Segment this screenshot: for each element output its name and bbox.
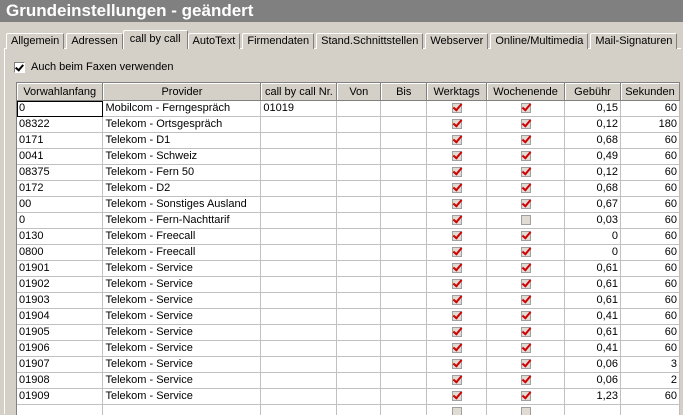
cell-werktags-checkbox[interactable] [427, 277, 487, 293]
cell-sekunden[interactable]: 60 [620, 389, 679, 405]
cell-wochenende-checkbox[interactable] [487, 341, 565, 357]
checkbox-icon[interactable] [521, 375, 531, 385]
cell-werktags-checkbox[interactable] [427, 165, 487, 181]
checkbox-icon[interactable] [452, 199, 462, 209]
cell-sekunden[interactable]: 60 [620, 213, 679, 229]
cell-cbc[interactable] [261, 357, 337, 373]
cell-sekunden[interactable]: 60 [620, 165, 679, 181]
cell-cbc[interactable] [261, 389, 337, 405]
cell-gebuehr[interactable] [565, 405, 621, 415]
fax-option[interactable] [14, 59, 173, 75]
cell-sekunden[interactable]: 60 [620, 309, 679, 325]
cell-gebuehr[interactable]: 0,68 [565, 133, 621, 149]
table-row[interactable] [17, 261, 680, 277]
cell-prefix[interactable]: 0171 [17, 133, 103, 149]
cell-wochenende-checkbox[interactable] [487, 133, 565, 149]
cell-prefix[interactable]: 01902 [17, 277, 103, 293]
table-row[interactable] [17, 373, 680, 389]
cell-bis[interactable] [381, 165, 427, 181]
cell-bis[interactable] [381, 357, 427, 373]
table-row[interactable] [17, 245, 680, 261]
checkbox-icon[interactable] [452, 103, 462, 113]
cell-prefix[interactable]: 01907 [17, 357, 103, 373]
cell-von[interactable] [337, 293, 381, 309]
checkbox-icon[interactable] [521, 215, 531, 225]
cell-prefix[interactable] [17, 405, 103, 415]
cell-sekunden[interactable]: 60 [620, 325, 679, 341]
tab-adressen[interactable]: Adressen [66, 33, 122, 49]
cell-provider[interactable]: Telekom - Service [103, 357, 261, 373]
table-row[interactable] [17, 389, 680, 405]
cell-wochenende-checkbox[interactable] [487, 405, 565, 415]
cell-wochenende-checkbox[interactable] [487, 293, 565, 309]
checkbox-icon[interactable] [521, 135, 531, 145]
cell-sekunden[interactable]: 60 [620, 101, 679, 117]
cell-cbc[interactable] [261, 133, 337, 149]
cell-von[interactable] [337, 229, 381, 245]
cell-cbc[interactable] [261, 293, 337, 309]
cell-wochenende-checkbox[interactable] [487, 325, 565, 341]
cell-bis[interactable] [381, 373, 427, 389]
fax-option-label: Auch beim Faxen verwenden [31, 61, 173, 73]
cell-von[interactable] [337, 101, 381, 117]
tab-online-multimedia[interactable]: Online/Multimedia [490, 33, 588, 49]
grid-header-row [17, 83, 680, 101]
table-row[interactable] [17, 309, 680, 325]
cell-werktags-checkbox[interactable] [427, 133, 487, 149]
cell-prefix[interactable]: 01908 [17, 373, 103, 389]
cell-werktags-checkbox[interactable] [427, 213, 487, 229]
cell-prefix[interactable]: 0 [17, 101, 103, 117]
cell-cbc[interactable] [261, 341, 337, 357]
cell-gebuehr[interactable]: 0,41 [565, 309, 621, 325]
cell-sekunden[interactable]: 60 [620, 277, 679, 293]
column-header-von[interactable]: Von [337, 83, 381, 101]
cell-wochenende-checkbox[interactable] [487, 373, 565, 389]
cell-werktags-checkbox[interactable] [427, 373, 487, 389]
cell-gebuehr[interactable]: 0,12 [565, 117, 621, 133]
cell-gebuehr[interactable]: 0,03 [565, 213, 621, 229]
table-row[interactable] [17, 197, 680, 213]
cell-von[interactable] [337, 213, 381, 229]
cell-wochenende-checkbox[interactable] [487, 389, 565, 405]
cell-wochenende-checkbox[interactable] [487, 261, 565, 277]
table-row[interactable] [17, 133, 680, 149]
cell-von[interactable] [337, 277, 381, 293]
cell-bis[interactable] [381, 149, 427, 165]
table-row[interactable] [17, 181, 680, 197]
cell-cbc[interactable]: 01019 [261, 101, 337, 117]
cell-gebuehr[interactable]: 0,61 [565, 325, 621, 341]
cell-von[interactable] [337, 165, 381, 181]
checkbox-icon[interactable] [452, 311, 462, 321]
checkbox-icon[interactable] [521, 119, 531, 129]
cell-sekunden[interactable]: 2 [620, 373, 679, 389]
table-row[interactable] [17, 341, 680, 357]
cell-wochenende-checkbox[interactable] [487, 165, 565, 181]
cell-cbc[interactable] [261, 309, 337, 325]
cell-prefix[interactable]: 08322 [17, 117, 103, 133]
cell-von[interactable] [337, 341, 381, 357]
cell-sekunden[interactable]: 60 [620, 149, 679, 165]
cell-prefix[interactable]: 0 [17, 213, 103, 229]
cell-provider[interactable]: Telekom - Service [103, 373, 261, 389]
checkbox-icon[interactable] [521, 311, 531, 321]
cell-von[interactable] [337, 197, 381, 213]
cell-gebuehr[interactable]: 0,67 [565, 197, 621, 213]
cell-provider[interactable]: Telekom - Service [103, 261, 261, 277]
cell-gebuehr[interactable]: 0,49 [565, 149, 621, 165]
cell-wochenende-checkbox[interactable] [487, 229, 565, 245]
cell-provider[interactable]: Telekom - Service [103, 341, 261, 357]
cell-wochenende-checkbox[interactable] [487, 101, 565, 117]
cell-provider[interactable]: Telekom - Freecall [103, 229, 261, 245]
column-header-gebuehr[interactable]: Gebühr [565, 83, 621, 101]
cell-provider[interactable]: Telekom - D1 [103, 133, 261, 149]
table-row[interactable] [17, 357, 680, 373]
checkbox-icon[interactable] [452, 343, 462, 353]
checkbox-icon[interactable] [521, 199, 531, 209]
cell-sekunden[interactable]: 60 [620, 229, 679, 245]
cell-sekunden[interactable]: 180 [620, 117, 679, 133]
checkbox-icon[interactable] [521, 327, 531, 337]
checkbox-icon[interactable] [452, 231, 462, 241]
checkbox-icon[interactable] [521, 263, 531, 273]
cell-werktags-checkbox[interactable] [427, 309, 487, 325]
cell-werktags-checkbox[interactable] [427, 325, 487, 341]
tab-strip [6, 31, 679, 49]
cell-von[interactable] [337, 149, 381, 165]
cell-von[interactable] [337, 117, 381, 133]
checkbox-icon[interactable] [452, 151, 462, 161]
cell-cbc[interactable] [261, 181, 337, 197]
cell-wochenende-checkbox[interactable] [487, 245, 565, 261]
cell-sekunden[interactable]: 60 [620, 197, 679, 213]
cell-sekunden[interactable]: 60 [620, 341, 679, 357]
cell-provider[interactable]: Telekom - Service [103, 389, 261, 405]
table-row[interactable] [17, 165, 680, 181]
cell-gebuehr[interactable]: 0,06 [565, 357, 621, 373]
cell-sekunden[interactable]: 60 [620, 261, 679, 277]
cell-cbc[interactable] [261, 197, 337, 213]
cell-werktags-checkbox[interactable] [427, 405, 487, 415]
cell-provider[interactable]: Telekom - Service [103, 277, 261, 293]
cell-provider[interactable]: Telekom - Service [103, 325, 261, 341]
cell-bis[interactable] [381, 341, 427, 357]
call-by-call-grid[interactable] [16, 82, 680, 415]
checkbox-icon[interactable] [521, 295, 531, 305]
cell-prefix[interactable]: 01901 [17, 261, 103, 277]
cell-gebuehr[interactable]: 0 [565, 229, 621, 245]
cell-provider[interactable]: Telekom - Freecall [103, 245, 261, 261]
cell-werktags-checkbox[interactable] [427, 341, 487, 357]
cell-bis[interactable] [381, 245, 427, 261]
cell-bis[interactable] [381, 101, 427, 117]
cell-cbc[interactable] [261, 117, 337, 133]
cell-von[interactable] [337, 309, 381, 325]
cell-cbc[interactable] [261, 213, 337, 229]
cell-wochenende-checkbox[interactable] [487, 181, 565, 197]
tab-stand-schnittstellen[interactable]: Stand.Schnittstellen [316, 33, 423, 49]
cell-provider[interactable]: Telekom - Service [103, 293, 261, 309]
cell-gebuehr[interactable]: 0 [565, 245, 621, 261]
cell-gebuehr[interactable]: 1,23 [565, 389, 621, 405]
checkbox-icon[interactable] [521, 247, 531, 257]
cell-bis[interactable] [381, 213, 427, 229]
checkbox-icon[interactable] [521, 391, 531, 401]
cell-prefix[interactable]: 0041 [17, 149, 103, 165]
column-header-sekunden[interactable]: Sekunden [620, 83, 679, 101]
cell-prefix[interactable]: 0130 [17, 229, 103, 245]
cell-von[interactable] [337, 357, 381, 373]
cell-provider[interactable]: Mobilcom - Ferngespräch [103, 101, 261, 117]
checkbox-icon[interactable] [521, 231, 531, 241]
window-title: Grundeinstellungen - geändert [0, 0, 683, 22]
checkbox-icon[interactable] [452, 391, 462, 401]
cell-bis[interactable] [381, 389, 427, 405]
checkbox-icon[interactable] [452, 279, 462, 289]
tab-webserver[interactable]: Webserver [425, 33, 488, 49]
cell-werktags-checkbox[interactable] [427, 229, 487, 245]
cell-wochenende-checkbox[interactable] [487, 197, 565, 213]
cell-provider[interactable]: Telekom - Schweiz [103, 149, 261, 165]
checkbox-icon[interactable] [521, 151, 531, 161]
cell-provider[interactable]: Telekom - Fern-Nachttarif [103, 213, 261, 229]
cell-cbc[interactable] [261, 229, 337, 245]
cell-gebuehr[interactable]: 0,61 [565, 261, 621, 277]
cell-werktags-checkbox[interactable] [427, 245, 487, 261]
cell-gebuehr[interactable]: 0,06 [565, 373, 621, 389]
cell-wochenende-checkbox[interactable] [487, 357, 565, 373]
table-row[interactable] [17, 293, 680, 309]
cell-cbc[interactable] [261, 405, 337, 415]
checkbox-icon[interactable] [452, 215, 462, 225]
cell-sekunden[interactable]: 60 [620, 245, 679, 261]
column-header-werktags[interactable]: Werktags [427, 83, 487, 101]
cell-gebuehr[interactable]: 0,61 [565, 293, 621, 309]
fax-option-checkbox[interactable] [14, 62, 25, 73]
cell-wochenende-checkbox[interactable] [487, 149, 565, 165]
cell-werktags-checkbox[interactable] [427, 357, 487, 373]
cell-von[interactable] [337, 373, 381, 389]
cell-von[interactable] [337, 181, 381, 197]
cell-gebuehr[interactable]: 0,68 [565, 181, 621, 197]
cell-prefix[interactable]: 00 [17, 197, 103, 213]
checkbox-icon[interactable] [452, 167, 462, 177]
table-row[interactable] [17, 325, 680, 341]
cell-bis[interactable] [381, 181, 427, 197]
checkbox-icon[interactable] [521, 103, 531, 113]
checkbox-icon[interactable] [521, 359, 531, 369]
cell-sekunden[interactable]: 60 [620, 133, 679, 149]
column-header-prefix[interactable]: Vorwahlanfang [17, 83, 103, 101]
cell-bis[interactable] [381, 405, 427, 415]
cell-werktags-checkbox[interactable] [427, 117, 487, 133]
cell-gebuehr[interactable]: 0,12 [565, 165, 621, 181]
table-row[interactable] [17, 117, 680, 133]
checkbox-icon[interactable] [521, 167, 531, 177]
cell-bis[interactable] [381, 261, 427, 277]
cell-wochenende-checkbox[interactable] [487, 213, 565, 229]
cell-cbc[interactable] [261, 149, 337, 165]
checkbox-icon[interactable] [452, 327, 462, 337]
cell-bis[interactable] [381, 197, 427, 213]
cell-von[interactable] [337, 261, 381, 277]
cell-von[interactable] [337, 245, 381, 261]
cell-provider[interactable]: Telekom - Service [103, 309, 261, 325]
table-row[interactable] [17, 277, 680, 293]
cell-bis[interactable] [381, 309, 427, 325]
cell-cbc[interactable] [261, 245, 337, 261]
cell-werktags-checkbox[interactable] [427, 261, 487, 277]
cell-bis[interactable] [381, 277, 427, 293]
tab-allgemein[interactable]: Allgemein [6, 33, 64, 49]
checkbox-icon[interactable] [452, 119, 462, 129]
cell-cbc[interactable] [261, 277, 337, 293]
checkbox-icon[interactable] [452, 135, 462, 145]
checkbox-icon[interactable] [452, 359, 462, 369]
checkbox-icon[interactable] [521, 279, 531, 289]
cell-werktags-checkbox[interactable] [427, 149, 487, 165]
cell-von[interactable] [337, 405, 381, 415]
column-header-wochenende[interactable]: Wochenende [487, 83, 565, 101]
checkbox-icon[interactable] [452, 375, 462, 385]
cell-sekunden[interactable]: 60 [620, 293, 679, 309]
tab-call-by-call[interactable]: call by call [123, 30, 188, 49]
tab-autotext[interactable]: AutoText [188, 33, 241, 49]
checkbox-icon[interactable] [452, 183, 462, 193]
table-row[interactable] [17, 213, 680, 229]
cell-prefix[interactable]: 01903 [17, 293, 103, 309]
cell-werktags-checkbox[interactable] [427, 293, 487, 309]
cell-bis[interactable] [381, 229, 427, 245]
cell-sekunden[interactable]: 3 [620, 357, 679, 373]
cell-gebuehr[interactable]: 0,41 [565, 341, 621, 357]
cell-bis[interactable] [381, 133, 427, 149]
cell-cbc[interactable] [261, 373, 337, 389]
cell-werktags-checkbox[interactable] [427, 389, 487, 405]
tab-firmendaten[interactable]: Firmendaten [242, 33, 314, 49]
table-row[interactable] [17, 229, 680, 245]
cell-von[interactable] [337, 389, 381, 405]
cell-prefix[interactable]: 0800 [17, 245, 103, 261]
cell-prefix[interactable]: 01905 [17, 325, 103, 341]
cell-von[interactable] [337, 325, 381, 341]
checkbox-icon[interactable] [521, 343, 531, 353]
cell-provider[interactable]: Telekom - Ortsgespräch [103, 117, 261, 133]
cell-werktags-checkbox[interactable] [427, 197, 487, 213]
cell-cbc[interactable] [261, 325, 337, 341]
cell-bis[interactable] [381, 117, 427, 133]
cell-gebuehr[interactable]: 0,15 [565, 101, 621, 117]
cell-werktags-checkbox[interactable] [427, 181, 487, 197]
cell-bis[interactable] [381, 293, 427, 309]
cell-wochenende-checkbox[interactable] [487, 309, 565, 325]
cell-cbc[interactable] [261, 165, 337, 181]
checkbox-icon[interactable] [452, 247, 462, 257]
table-row[interactable] [17, 405, 680, 415]
checkbox-icon[interactable] [521, 183, 531, 193]
column-header-provider[interactable]: Provider [103, 83, 261, 101]
cell-cbc[interactable] [261, 261, 337, 277]
cell-wochenende-checkbox[interactable] [487, 277, 565, 293]
checkbox-icon[interactable] [452, 295, 462, 305]
tab-mail-signaturen[interactable]: Mail-Signaturen [590, 33, 677, 49]
table-row[interactable] [17, 101, 680, 117]
cell-bis[interactable] [381, 325, 427, 341]
cell-provider[interactable] [103, 405, 261, 415]
cell-provider[interactable]: Telekom - Sonstiges Ausland [103, 197, 261, 213]
table-row[interactable] [17, 149, 680, 165]
cell-prefix[interactable]: 01909 [17, 389, 103, 405]
checkbox-icon[interactable] [452, 263, 462, 273]
cell-prefix[interactable]: 0172 [17, 181, 103, 197]
cell-gebuehr[interactable]: 0,61 [565, 277, 621, 293]
column-header-bis[interactable]: Bis [381, 83, 427, 101]
cell-sekunden[interactable]: 60 [620, 181, 679, 197]
cell-prefix[interactable]: 08375 [17, 165, 103, 181]
cell-prefix[interactable]: 01904 [17, 309, 103, 325]
cell-provider[interactable]: Telekom - Fern 50 [103, 165, 261, 181]
cell-von[interactable] [337, 133, 381, 149]
column-header-cbc[interactable]: call by call Nr. [261, 83, 337, 101]
cell-werktags-checkbox[interactable] [427, 101, 487, 117]
cell-provider[interactable]: Telekom - D2 [103, 181, 261, 197]
cell-prefix[interactable]: 01906 [17, 341, 103, 357]
cell-sekunden[interactable] [620, 405, 679, 415]
cell-wochenende-checkbox[interactable] [487, 117, 565, 133]
